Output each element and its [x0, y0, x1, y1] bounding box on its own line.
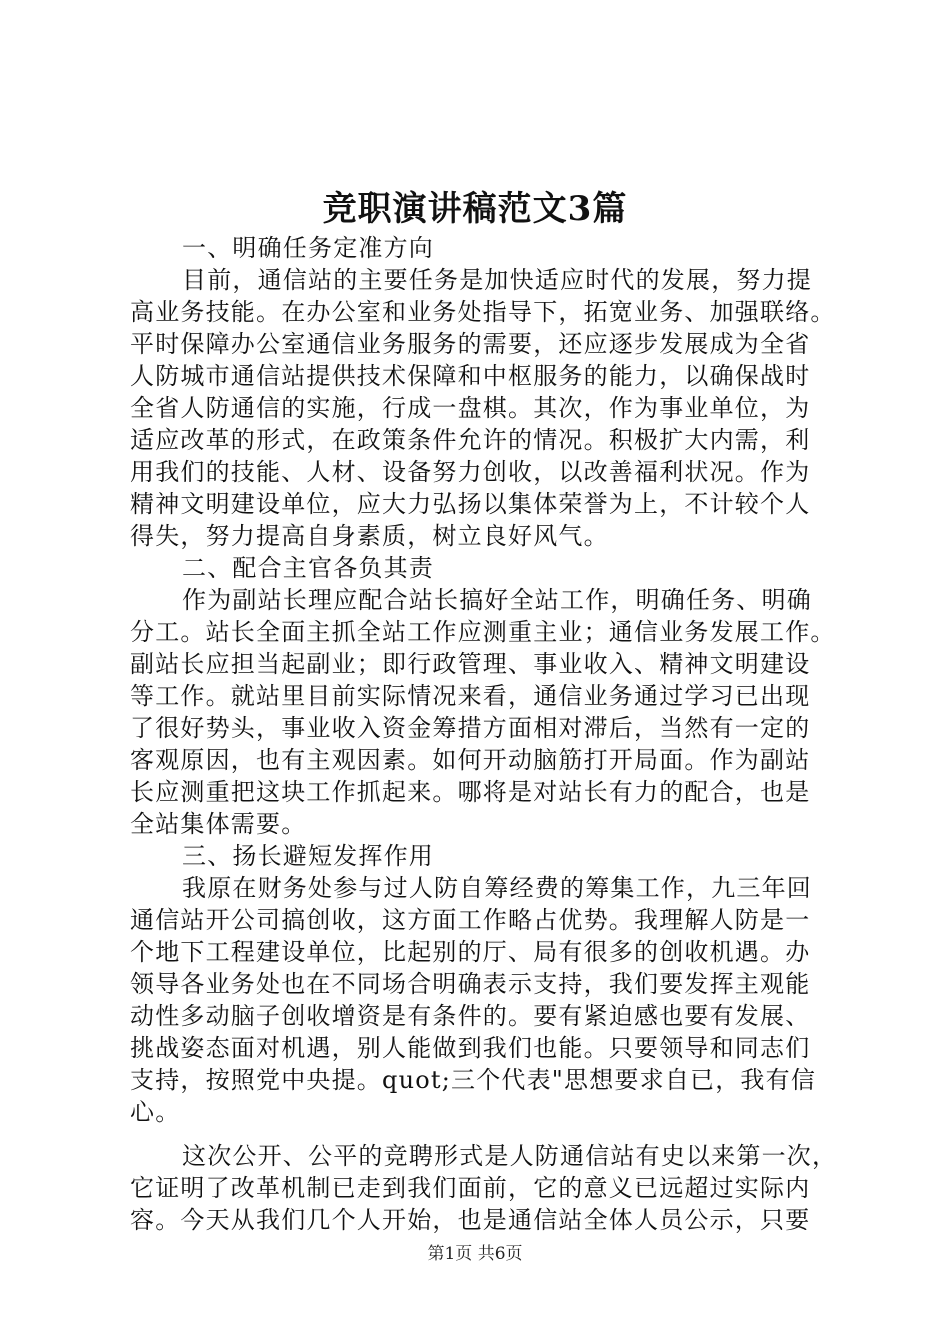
body-line: 长应测重把这块工作抓起来。哪将是对站长有力的配合，也是 — [130, 778, 811, 806]
paragraph-first-line: 我原在财务处参与过人防自筹经费的筹集工作，九三年回 — [182, 874, 812, 902]
body-line: 平时保障办公室通信业务服务的需要，还应逐步发展成为全省 — [130, 330, 811, 358]
body-line: 等工作。就站里目前实际情况来看，通信业务通过学习已出现 — [130, 682, 811, 710]
body-line: 支持，按照党中央提。quot;三个代表"思想要求自已，我有信 — [130, 1066, 817, 1094]
body-line: 容。今天从我们几个人开始，也是通信站全体人员公示，只要 — [130, 1206, 811, 1234]
paragraph-gap — [130, 1128, 830, 1140]
section-heading: 三、扬长避短发挥作用 — [182, 842, 434, 870]
paragraph-first-line: 目前，通信站的主要任务是加快适应时代的发展，努力提 — [182, 266, 812, 294]
document-body — [130, 232, 838, 1236]
body-line: 心。 — [130, 1098, 181, 1126]
page-footer: 第1页 共6页 — [427, 1244, 523, 1264]
body-line: 全站集体需要。 — [130, 810, 307, 838]
paragraph-first-line: 这次公开、公平的竞聘形式是人防通信站有史以来第一次， — [182, 1142, 838, 1170]
body-line: 个地下工程建设单位，比起别的厅、局有很多的创收机遇。办 — [130, 938, 811, 966]
body-line: 全省人防通信的实施，行成一盘棋。其次，作为事业单位，为 — [130, 394, 811, 422]
body-line: 适应改革的形式，在政策条件允许的情况。积极扩大内需，利 — [130, 426, 811, 454]
body-line: 领导各业务处也在不同场合明确表示支持，我们要发挥主观能 — [130, 970, 811, 998]
body-line: 高业务技能。在办公室和业务处指导下，拓宽业务、加强联络。 — [130, 298, 836, 326]
paragraph-first-line: 作为副站长理应配合站长搞好全站工作，明确任务、明确 — [182, 586, 812, 614]
body-line: 分工。站长全面主抓全站工作应测重主业；通信业务发展工作。 — [130, 618, 836, 646]
document-title: 竞职演讲稿范文3篇 — [322, 189, 628, 229]
section-heading: 二、配合主官各负其责 — [182, 554, 434, 582]
body-line: 客观原因，也有主观因素。如何开动脑筋打开局面。作为副站 — [130, 746, 811, 774]
body-line: 副站长应担当起副业；即行政管理、事业收入、精神文明建设 — [130, 650, 811, 678]
body-line: 通信站开公司搞创收，这方面工作略占优势。我理解人防是一 — [130, 906, 811, 934]
body-line: 人防城市通信站提供技术保障和中枢服务的能力，以确保战时 — [130, 362, 811, 390]
body-line: 用我们的技能、人材、设备努力创收，以改善福利状况。作为 — [130, 458, 811, 486]
section-heading: 一、明确任务定准方向 — [182, 234, 434, 262]
body-line: 了很好势头，事业收入资金筹措方面相对滞后，当然有一定的 — [130, 714, 811, 742]
body-line: 它证明了改革机制已走到我们面前，它的意义已远超过实际内 — [130, 1174, 811, 1202]
body-line: 动性多动脑子创收增资是有条件的。要有紧迫感也要有发展、 — [130, 1002, 811, 1030]
body-line: 挑战姿态面对机遇，别人能做到我们也能。只要领导和同志们 — [130, 1034, 811, 1062]
body-line: 精神文明建设单位，应大力弘扬以集体荣誉为上，不计较个人 — [130, 490, 811, 518]
body-line: 得失，努力提高自身素质，树立良好风气。 — [130, 522, 609, 550]
